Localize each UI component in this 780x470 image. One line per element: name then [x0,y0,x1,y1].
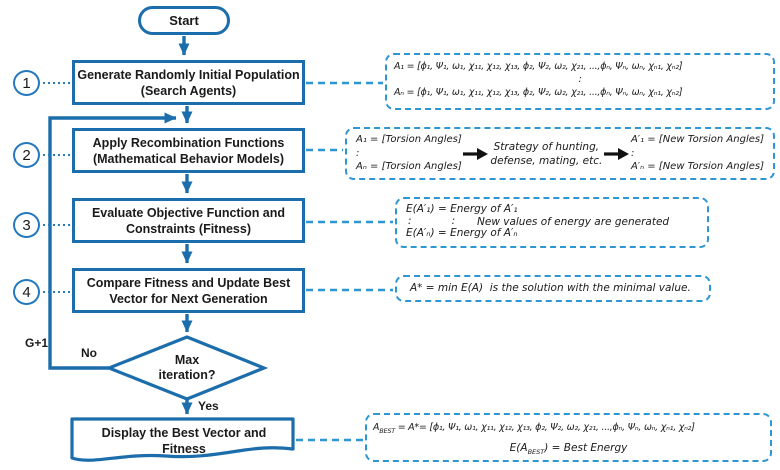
recombination-output-an: A′ₙ = [New Torsion Angles] [630,161,764,173]
recombination-input-an: Aₙ = [Torsion Angles] [356,161,462,173]
process-box-generate-population [72,60,305,105]
recombination-input-vectors [356,133,462,174]
compare-line1: Compare Fitness and Update Best [86,275,291,290]
recombination-output-a1: A′₁ = [New Torsion Angles] [630,134,764,146]
process-box-apply-recombination [72,128,305,173]
black-arrow-icon [463,147,489,161]
annotation-minimal-solution: A* = min E(A) is the solution with the minimal value. [395,275,711,302]
evaluate-line1: Evaluate Objective Function and [91,205,286,220]
population-vector-an: Aₙ = [ϕ₁, Ψ₁, ω₁, χ₁₁, χ₁₂, χ₁₃, ϕ₂, Ψ₂, ω₂, χ₂₁, ...,ϕₙ, Ψₙ, ωₙ, χₙ₁, χₙ₂] [394,87,683,98]
decision-line1: Max [174,353,200,367]
best-vector-line [367,415,770,439]
best-energy-value: ) = Best Energy [544,441,628,454]
annotation-recombination [345,127,775,180]
black-arrow-icon [604,147,630,161]
recombination-output-vectors [631,133,764,174]
recombination-input-ellipsis: : [356,147,360,159]
step-badge-1 [13,70,40,96]
energy-note: New values of energy are generated [477,216,670,228]
best-vector-values: = A*= [ϕ₁, Ψ₁, ω₁, χ₁₁, χ₁₂, χ₁₃, ϕ₂, Ψ₂, ω₂, χ₂₁, ...,ϕₙ, Ψₙ, ωₙ, χₙ₁, χₙ₂] [394,422,695,433]
loop-counter-label: G+1 [24,336,48,350]
step-badge-4 [13,279,40,305]
generate-line2: (Search Agents) [140,83,237,98]
evaluate-line2: Constraints (Fitness) [125,221,251,236]
energy-line2: E(A′ₙ) = Energy of A′ₙ [406,227,518,239]
annotation-initial-population [385,53,775,110]
energy-line1: E(A′₁) = Energy of A′₁ [406,203,518,215]
annotation-best-result [365,413,772,462]
display-line1: Display the Best Vector and [101,426,267,440]
start-node [138,6,230,35]
population-vector-a1: A₁ = [ϕ₁, Ψ₁, ω₁, χ₁₁, χ₁₂, χ₁₃, ϕ₂, Ψ₂, ω₂, χ₂₁, ...,ϕₙ, Ψₙ, ωₙ, χₙ₁, χₙ₂] [394,61,683,72]
process-box-compare-fitness [72,268,305,313]
best-vector-symbol: A [373,422,380,433]
process-box-evaluate-fitness [72,198,305,243]
branch-label-no: No [81,346,97,360]
best-energy-symbol: E(A [509,441,528,454]
step-badge-2-number: 2 [22,146,31,164]
annotation-energy-evaluation [395,197,709,248]
recombination-output-ellipsis: : [630,147,635,159]
recombine-line1: Apply Recombination Functions [92,135,285,150]
recombination-strategy-text [490,140,602,168]
best-energy-line [367,439,770,461]
recombination-input-a1: A₁ = [Torsion Angles] [356,134,462,146]
branch-label-yes: Yes [198,399,219,413]
step-badge-2 [13,142,40,168]
energy-ellipsis: : : [408,215,456,227]
step-badge-1-number: 1 [22,74,31,92]
population-ellipsis: : [578,74,582,85]
recombine-line2: (Mathematical Behavior Models) [92,151,284,166]
step-badge-3 [13,212,40,238]
best-energy-subscript: BEST [527,447,545,456]
step-badge-4-number: 4 [22,283,31,301]
display-result-label [84,425,284,457]
compare-line2: Vector for Next Generation [109,291,268,306]
strategy-line2: defense, mating, etc. [490,154,603,167]
generate-line1: Generate Randomly Initial Population [77,67,300,82]
step-badge-3-number: 3 [22,216,31,234]
decision-line2: iteration? [158,368,216,382]
display-line2: Fitness [162,442,206,456]
strategy-line1: Strategy of hunting, [493,140,600,153]
start-label: Start [169,13,199,28]
decision-max-iteration-label [127,353,247,383]
best-vector-subscript: BEST [379,426,395,435]
